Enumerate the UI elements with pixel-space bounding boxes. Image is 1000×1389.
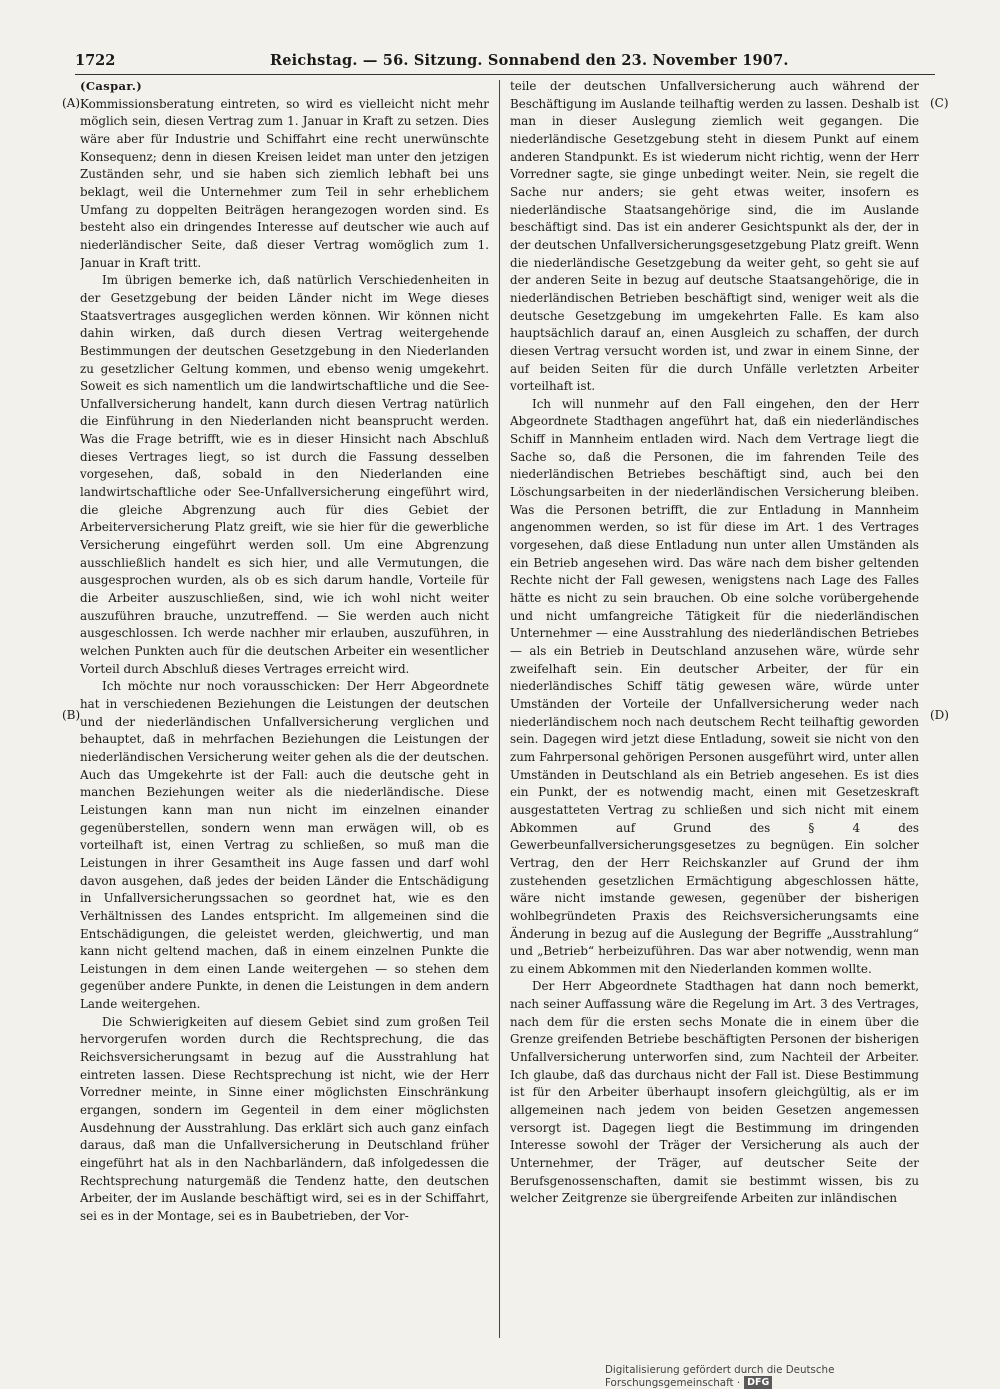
right-paragraph-1: teile der deutschen Unfallversicherung auch während der Beschäftigung im Auslande teilhaftig werden zu lassen. Deshalb ist man in dieser Auslegung ziemlich weit gegangen. Die niederländische Gesetzgebung steht in diesem Punkt auf einem anderen Standpunkt. Es ist wiederum nicht richtig, wenn der Herr Vorredner sagte, sie ginge unbedingt weiter. Nein, sie regelt die Sache nur anders; sie geht etwas weiter, insofern es niederländische Staatsangehörige sind, die im Auslande beschäftigt sind. Das ist ein anderer Gesichtspunkt als der, der in der deutschen Unfallversicherungsgesetzgebung Platz greift. Wenn die niederländische Gesetzgebung da weiter geht, so geht sie auf der anderen Seite in bezug auf deutsche Staatsangehörige, die in niederländischen Betrieben beschäftigt sind, weniger weit als die deutsche Gesetzgebung im umgekehrten Falle. Es kam also hauptsächlich darauf an, einen Ausgleich zu schaffen, der durch diesen Vertrag versucht worden ist, und zwar in einem Sinne, der auf beiden Seiten für die durch Unfälle verletzten Arbeiter vorteilhaft ist. [510, 79, 919, 394]
right-paragraph-2: Ich will nunmehr auf den Fall eingehen, den der Herr Abgeordnete Stadthagen angeführt hat, daß ein niederländisches Schiff in Mannheim entladen wird. Nach dem Vertrage liegt die Sache so, daß die Personen, die im fahrenden Teile des niederländischen Betriebes beschäftigt sind, auch bei den Löschungsarbeiten in der niederländischen Versicherung bleiben. Was die Personen betrifft, die zur Entladung in Mannheim angenommen werden, so ist für diese im Art. 1 des Vertrages vorgesehen, daß diese Entladung nun unter allen Umständen als ein Betrieb angesehen wird. Das wäre nach dem bisher geltenden Rechte nicht der Fall gewesen, wenigstens nach Lage des Falles hätte es nicht zu sein brauchen. Ob eine solche vorübergehende und nicht umfangreiche Tätigkeit für die niederländischen Unternehmer — eine Ausstrahlung des niederländischen Betriebes — als ein Betrieb in Deutschland anzusehen wäre, würde sehr zweifelhaft sein. Ein deutscher Arbeiter, der für ein niederländisches Schiff tätig gewesen wäre, würde unter Umständen der Vorteile der Unfallversicherung weder nach niederländischem noch nach deutschem Recht teilhaftig geworden sein. Dagegen wird jetzt diese Entladung, soweit sie nicht von den zum Fahrpersonal gehörigen Personen ausgeführt wird, unter allen Umständen in Deutschland als ein Betrieb angesehen. Es ist dies ein Punkt, der es notwendig macht, einen mit Gesetzeskraft ausgestatteten Vertrag zu schließen und sich nicht mit einem Abkommen auf Grund des § 4 des Gewerbeunfallversicherungsgesetzes zu begnügen. Ein solcher Vertrag, den der Herr Reichskanzler auf Grund der ihm zustehenden gesetzlichen Ermächtigung abgeschlossen hätte, wäre nicht imstande gewesen, gegenüber der bisherigen wohlbegründeten Praxis des Reichsversicherungsamts eine Änderung in bezug auf die Auslegung der Begriffe „Ausstrahlung“ und „Betrieb“ herbeizuführen. Das war aber notwendig, wenn man zu einem Abkommen mit den Niederlanden kommen wollte. [510, 396, 919, 976]
left-paragraph-4: Die Schwierigkeiten auf diesem Gebiet sind zum großen Teil hervorgerufen worden durch die Rechtsprechung, die das Reichsversicherungsamt in bezug auf die Ausstrahlung hat eintreten lassen. Diese Rechtsprechung ist nicht, wie der Herr Vorredner meinte, in Sinne einer möglichsten Einschränkung ergangen, sondern im Gegenteil in dem einer möglichsten Ausdehnung der Ausstrahlung. Das erklärt sich auch ganz einfach daraus, daß man die Unfallversicherung in Deutschland früher eingeführt hat als in den Nachbarländern, daß infolgedessen die Rechtsprechung naturgemäß die Tendenz hatte, den deutschen Arbeiter, der im Auslande beschäftigt wird, sei es in der Schiffahrt, sei es in der Montage, sei es in Baubetrieben, der Vor- [80, 1014, 489, 1223]
left-paragraph-2: Im übrigen bemerke ich, daß natürlich Verschiedenheiten in der Gesetzgebung der beiden Länder nicht im Wege dieses Staatsvertrages ausgeglichen werden können. Wir können nicht dahin wirken, daß durch diesen Vertrag weitergehende Bestimmungen der deutschen Gesetzgebung in den Niederlanden zu gesetzlicher Geltung kommen, und ebenso wenig umgekehrt. Soweit es sich namentlich um die landwirtschaftliche und die See-Unfallversicherung handelt, kann durch diesen Vertrag natürlich die Einführung in den Niederlanden nicht beansprucht werden. Was die Frage betrifft, wie es in dieser Hinsicht nach Abschluß dieses Vertrages liegt, so ist durch die Fassung desselben vorgesehen, daß, sobald in den Niederlanden eine landwirtschaftliche oder See-Unfallversicherung eingeführt wird, die gleiche Abgrenzung auch für dies Gebiet der Arbeiterversicherung Platz greift, wie sie hier für die gewerbliche Versicherung eingeführt werden soll. Um eine Abgrenzung ausschließlich handelt es sich hier, und alle Vermutungen, die ausgesprochen wurden, als ob es sich darum handle, Vorteile für die Arbeiter auszuschließen, sind, wie ich wohl nicht weiter auszuführen brauche, unzutreffend. — Sie werden auch nicht ausgeschlossen. Ich werde nachher mir erlauben, auszuführen, in welchen Punkten auch für die deutschen Arbeiter ein wesentlicher Vorteil durch Abschluß dieses Vertrages erreicht wird. [80, 273, 489, 676]
margin-mark-c: (C) [930, 96, 949, 110]
dfg-logo: DFG [744, 1376, 772, 1389]
header-rule [75, 74, 935, 75]
right-paragraph-3: Der Herr Abgeordnete Stadthagen hat dann noch bemerkt, nach seiner Auffassung wäre die Regelung im Art. 3 des Vertrages, nach dem für die ersten sechs Monate die in einem über die Grenze greifenden Betriebe beschäftigten Personen der bisherigen Unfallversicherung unterworfen sind, zum Nachteil der Arbeiter. Ich glaube, daß das durchaus nicht der Fall ist. Diese Bestimmung ist für den Arbeiter überhaupt insofern gleichgültig, als er im allgemeinen nach jedem von beiden Gesetzen angemessen versorgt ist. Dagegen liegt die Bestimmung im dringenden Interesse sowohl der Träger der Versicherung als auch der Unternehmer, der Träger, auf deutscher Seite der Berufsgenossenschaften, damit sie bestimmt wissen, bis zu welcher Zeitgrenze sie übergreifende Arbeiten zur inländischen [510, 979, 919, 1206]
left-column [80, 78, 489, 1343]
right-column [510, 78, 919, 1343]
left-paragraph-1: Kommissionsberatung eintreten, so wird es vielleicht nicht mehr möglich sein, diesen Vertrag zum 1. Januar in Kraft zu setzen. Dies wäre aber für Industrie und Schiffahrt eine recht unerwünschte Konsequenz; denn in diesen Kreisen leidet man unter den jetzigen Zuständen sehr, und sie haben sich ziemlich lebhaft bei uns beklagt, weil die Unternehmer zum Teil in sehr erheblichem Umfang zu doppelten Beiträgen herangezogen worden sind. Es besteht also ein dringendes Interesse auf deutscher wie auch auf niederländischer Seite, daß dieser Vertrag womöglich zum 1. Januar in Kraft tritt. [80, 96, 489, 270]
page-header [75, 52, 935, 74]
margin-mark-d: (D) [930, 708, 949, 722]
column-divider [499, 80, 500, 1338]
speaker-name: (Caspar.) [80, 79, 143, 93]
margin-mark-b: (B) [62, 708, 81, 722]
digitization-footer [605, 1364, 965, 1389]
page-number: 1722 [75, 52, 116, 69]
running-title: Reichstag. — 56. Sitzung. Sonnabend den 23. November 1907. [270, 52, 789, 69]
footer-text: Digitalisierung gefördert durch die Deutsche Forschungsgemeinschaft · [605, 1364, 835, 1389]
margin-mark-a: (A) [62, 96, 81, 110]
left-paragraph-3: Ich möchte nur noch vorausschicken: Der Herr Abgeordnete hat in verschiedenen Beziehungen die Leistungen der deutschen und der niederländischen Unfallversicherung verglichen und behauptet, daß in mehrfachen Beziehungen die Leistungen der niederländischen Versicherung weiter gehen als die der deutschen. Auch das Umgekehrte ist der Fall: auch die deutsche geht in manchen Beziehungen weiter als die niederländische. Diese Leistungen kann man nun nicht im einzelnen einander gegenüberstellen, sondern wenn man erwägen will, ob es vorteilhaft ist, einen Vertrag zu schließen, so muß man die Leistungen in ihrer Gesamtheit ins Auge fassen und darf wohl davon ausgehen, daß jedes der beiden Länder die Entschädigung in Unfallversicherungssachen so geordnet hat, wie es den Verhältnissen des Landes entspricht. Im allgemeinen sind die Entschädigungen, die geleistet werden, gleichwertig, und man kann nicht geltend machen, daß in einem einzelnen Punkte die Leistungen in dem einen Lande weitergehen — so stehen dem gegenüber andere Punkte, in denen die Leistungen in dem andern Lande weitergehen. [80, 679, 489, 1012]
